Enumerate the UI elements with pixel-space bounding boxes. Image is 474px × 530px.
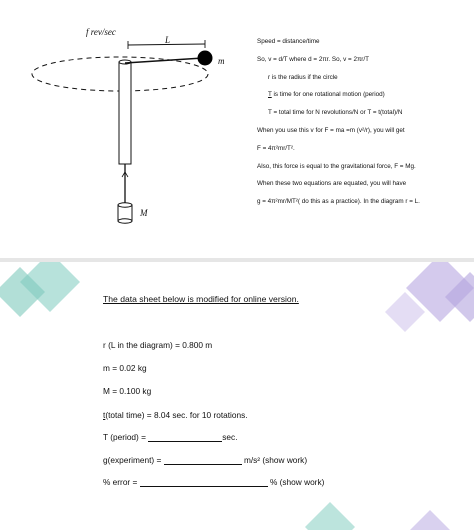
percent-error-label: % error = [103, 477, 140, 487]
period-label: T (period) = [103, 432, 149, 442]
derivation-notes [257, 38, 472, 216]
label-small-mass: m [218, 56, 225, 66]
string [125, 58, 203, 63]
label-hanging-mass: M [140, 208, 148, 218]
g-experiment-blank-field[interactable] [164, 455, 242, 465]
note-line: r is the radius if the circle [268, 73, 338, 81]
percent-error-blank-field[interactable] [140, 477, 268, 487]
rotating-mass [198, 51, 213, 66]
g-experiment-unit: m/s² (show work) [241, 455, 308, 465]
label-length: L [165, 35, 171, 45]
data-sheet-heading: The data sheet below is modified for online version. [103, 294, 299, 304]
decorative-diamonds-left [0, 262, 110, 322]
pendulum-apparatus-diagram [0, 0, 250, 258]
mass-hanging-value: M = 0.100 kg [103, 386, 152, 396]
g-experiment-label: g(experiment) = [103, 455, 164, 465]
period-row [103, 432, 238, 442]
note-line: F = 4π²mr/T². [257, 144, 295, 152]
note-line: Also, this force is equal to the gravitational force, F = Mg. [257, 162, 416, 170]
radius-value: r (L in the diagram) = 0.800 m [103, 340, 213, 350]
mass-small-value: m = 0.02 kg [103, 363, 147, 373]
note-line: Speed = distance/time [257, 38, 320, 45]
document-page-1 [0, 0, 474, 258]
note-line: g = 4π²mr/MT²( do this as a practice). In the diagram r = L. [257, 198, 420, 206]
label-frequency: f rev/sec [86, 27, 116, 37]
note-line: So, v = d/T where d = 2πr. So, v = 2πr/T [257, 55, 369, 63]
percent-error-unit: % (show work) [267, 477, 325, 487]
g-experiment-row [103, 455, 307, 465]
decorative-diamonds-bottom [290, 502, 474, 530]
decorative-diamonds-right [370, 262, 474, 342]
percent-error-row [103, 477, 324, 487]
period-blank-field[interactable] [148, 432, 222, 442]
period-unit: sec. [222, 432, 238, 442]
note-line: When you use this v for F = ma =m (v²/r), you will get [257, 126, 405, 134]
note-line: When these two equations are equated, you will have [257, 180, 407, 188]
note-line: T is time for one rotational motion (period) [268, 91, 385, 99]
note-line: T = total time for N revolutions/N or T = t(total)/N [268, 109, 403, 117]
tube [119, 62, 131, 164]
total-time-value: t(total time) = 8.04 sec. for 10 rotations. [103, 410, 248, 420]
